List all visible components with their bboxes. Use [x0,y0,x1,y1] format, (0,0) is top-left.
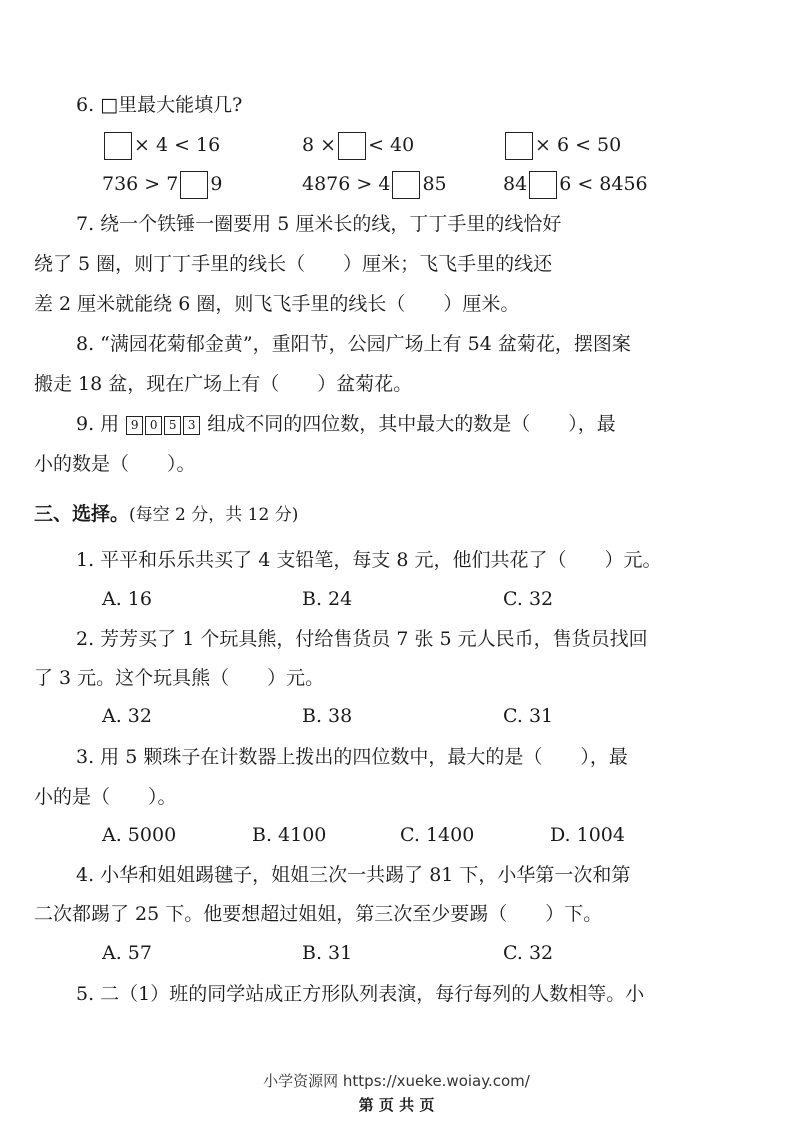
digit-card: 5 [164,416,181,435]
c2-line-1: 2. 芳芳买了 1 个玩具熊，付给售货员 7 张 5 元人民币，售货员找回 [76,628,648,650]
section-3-note: (每空 2 分，共 12 分) [129,505,299,525]
q9-pre: 9. 用 [76,413,120,435]
q8-line-1: 8. “满园花菊郁金黄”，重阳节，公园广场上有 54 盆菊花，摆图案 [76,333,631,355]
answer-box[interactable] [180,171,208,199]
footer-page-number: 第 页 共 页 [358,1096,435,1114]
c4-option-a[interactable]: A. 57 [102,942,152,964]
c4-line-1: 4. 小华和姐姐踢毽子，姐姐三次一共踢了 81 下，小华第一次和第 [76,864,631,886]
digit-card: 0 [145,416,162,435]
c2-option-a[interactable]: A. 32 [102,705,152,727]
digit-card: 3 [183,416,200,435]
answer-box[interactable] [529,171,557,199]
answer-box[interactable] [505,132,533,160]
c3-option-d[interactable]: D. 1004 [550,824,625,846]
q6-r2-item-1 [102,171,222,199]
q6-r2-2-post: 85 [422,173,447,195]
section-3-title: 三、选择。 [34,503,130,525]
q6-r2-item-3 [503,171,648,199]
c2-line-2: 了 3 元。这个玩具熊（ ）元。 [34,667,325,689]
c4-option-b[interactable]: B. 31 [302,942,353,964]
c4-line-2: 二次都踢了 25 下。他要想超过姐姐，第三次至少要踢（ ）下。 [34,903,603,925]
c1-option-a[interactable]: A. 16 [102,588,152,610]
q6-r1-1-post: × 4 < 16 [134,134,221,156]
q6-r2-1-post: 9 [210,173,223,195]
c3-option-b[interactable]: B. 4100 [252,824,327,846]
q6-title: 6. □里最大能填几? [76,94,243,116]
c1-option-b[interactable]: B. 24 [302,588,353,610]
c2-option-c[interactable]: C. 31 [503,705,554,727]
c5-line-1: 5. 二（1）班的同学站成正方形队列表演，每行每列的人数相等。小 [76,983,645,1005]
answer-box[interactable] [392,171,420,199]
q6-r2-3-post: 6 < 8456 [559,173,648,195]
c1-option-c[interactable]: C. 32 [503,588,554,610]
q6-r2-item-2 [302,171,447,199]
c3-option-a[interactable]: A. 5000 [102,824,177,846]
q6-r2-1-pre: 736 > 7 [102,173,179,195]
c1-question: 1. 平平和乐乐共买了 4 支铅笔，每支 8 元，他们共花了（ ）元。 [76,549,662,571]
c3-line-2: 小的是（ ）。 [34,786,177,808]
q9-line-2: 小的数是（ ）。 [34,453,196,475]
q9-line-1 [76,411,616,437]
c2-option-b[interactable]: B. 38 [302,705,353,727]
q6-r2-2-pre: 4876 > 4 [302,173,391,195]
q7-line-3: 差 2 厘米就能绕 6 圈，则飞飞手里的线长（ ）厘米。 [34,293,520,315]
answer-box[interactable] [338,132,366,160]
footer-site: 小学资源网 https://xueke.woiay.com/ [263,1072,530,1090]
q7-line-1: 7. 绕一个铁锤一圈要用 5 厘米长的线，丁丁手里的线恰好 [76,213,562,235]
q6-r2-3-pre: 84 [503,173,528,195]
answer-box[interactable] [104,132,132,160]
q6-r1-3-post: × 6 < 50 [535,134,622,156]
q8-line-2: 搬走 18 盆，现在广场上有（ ）盆菊花。 [34,373,413,395]
q6-r1-2-pre: 8 × [302,134,337,156]
c3-option-c[interactable]: C. 1400 [400,824,475,846]
q7-line-2: 绕了 5 圈，则丁丁手里的线长（ ）厘米；飞飞手里的线还 [34,253,553,275]
digit-card: 9 [126,416,143,435]
c3-line-1: 3. 用 5 颗珠子在计数器上拨出的四位数中，最大的是（ ），最 [76,746,628,768]
c4-option-c[interactable]: C. 32 [503,942,554,964]
q6-r1-item-3 [503,132,621,160]
q6-r1-item-2 [302,132,414,160]
q9-post: 组成不同的四位数，其中最大的数是（ ），最 [207,413,616,435]
q6-r1-2-post: < 40 [368,134,415,156]
section-3-heading [34,501,298,528]
q6-r1-item-1 [102,132,220,160]
